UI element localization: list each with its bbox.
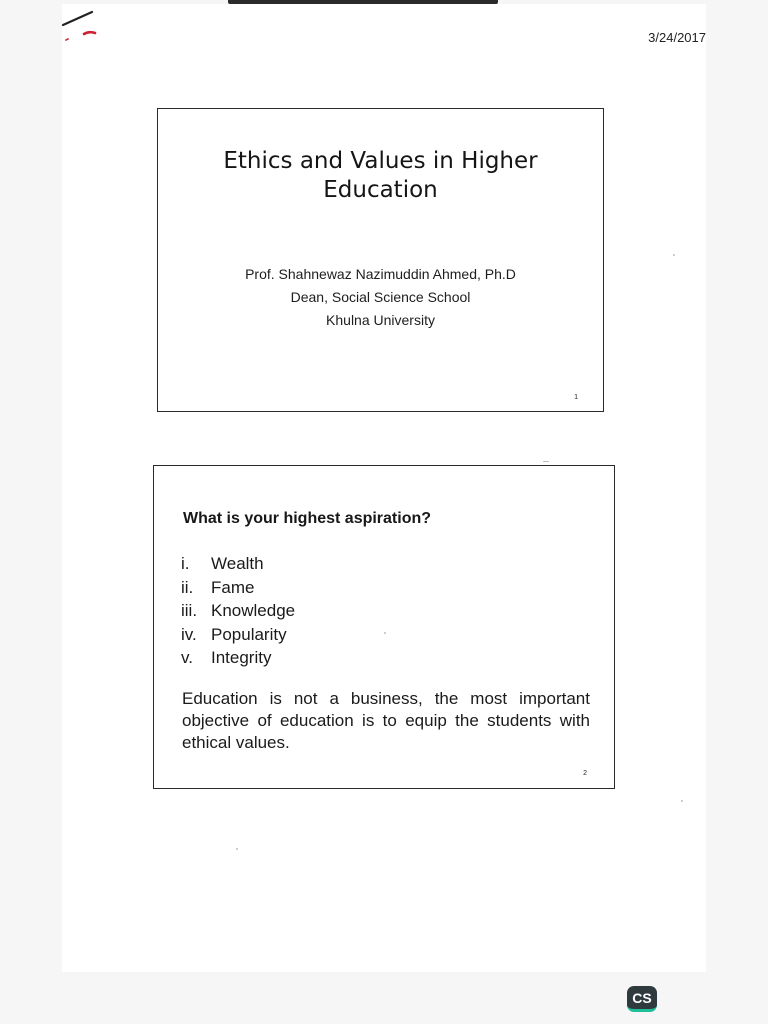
- pen-mark: [60, 10, 104, 42]
- slide-2: [153, 465, 615, 789]
- list-item: [181, 623, 295, 647]
- list-text: Fame: [211, 577, 255, 597]
- author-position: Dean, Social Science School: [290, 289, 471, 305]
- scan-speck: [681, 800, 683, 802]
- list-numeral: i.: [181, 554, 190, 573]
- list-numeral: iv.: [181, 624, 197, 644]
- slide-number: 2: [583, 770, 587, 777]
- camscanner-logo: CS: [627, 986, 657, 1012]
- list-text: Wealth: [211, 554, 264, 573]
- author-block: [158, 263, 603, 332]
- list-text: Integrity: [211, 648, 272, 667]
- author-name: Prof. Shahnewaz Nazimuddin Ahmed, Ph.D: [245, 266, 516, 282]
- title-line-2: Education: [323, 177, 438, 203]
- scan-speck: [673, 254, 675, 256]
- slide-number: 1: [574, 394, 578, 401]
- list-item: [181, 646, 295, 670]
- list-numeral: iii.: [181, 601, 198, 620]
- list-item: [181, 599, 295, 623]
- slide-statement: Education is not a business, the most important objective of education is to equip the students with ethical values.: [182, 689, 590, 752]
- list-numeral: ii.: [181, 577, 194, 597]
- list-item: [181, 576, 295, 600]
- list-text: Knowledge: [211, 601, 296, 620]
- page-date: 3/24/2017: [648, 30, 706, 45]
- list-text: Popularity: [211, 624, 287, 644]
- options-list: [181, 552, 295, 670]
- scan-speck: [236, 848, 238, 850]
- list-numeral: v.: [181, 648, 193, 667]
- slide-question: What is your highest aspiration?: [183, 510, 432, 527]
- scan-edge-shadow: [228, 0, 498, 4]
- author-institution: Khulna University: [326, 312, 435, 328]
- slide-1: [157, 108, 604, 412]
- slide-title: [158, 147, 603, 205]
- list-item: [181, 552, 295, 576]
- scan-speck: [543, 461, 549, 462]
- scan-speck: [384, 632, 386, 634]
- title-line-1: Ethics and Values in Higher: [223, 148, 538, 174]
